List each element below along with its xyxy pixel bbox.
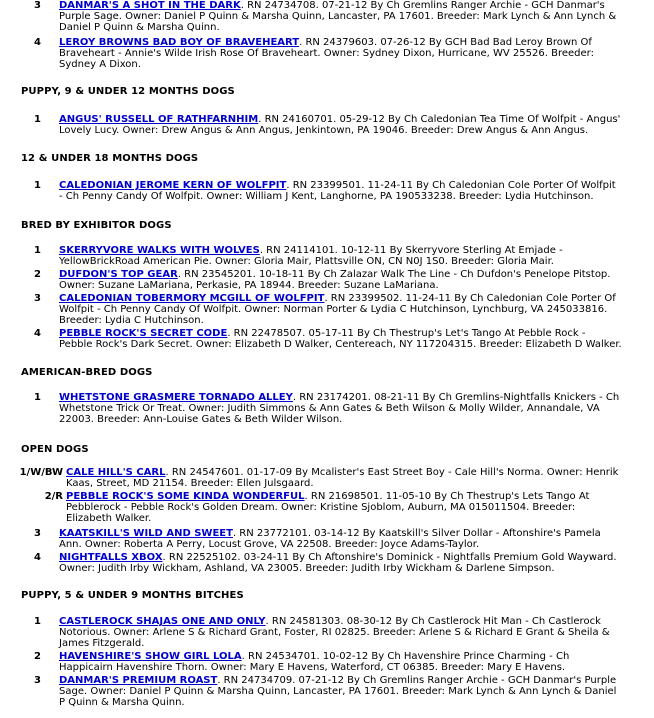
entry-text	[66, 467, 622, 489]
entry-text	[59, 0, 622, 33]
dog-name-link[interactable]: WHETSTONE GRASMERE TORNADO ALLEY	[59, 392, 293, 403]
class-heading: BRED BY EXHIBITOR DOGS	[21, 220, 172, 231]
dog-name-link[interactable]: SKERRYVORE WALKS WITH WOLVES	[59, 245, 260, 256]
dog-name-link[interactable]: CALE HILL'S CARL	[66, 467, 166, 478]
entry-details: . RN 24581303. 08-30-12 By Ch Castlerock Hit Man - Ch Castlerock Notorious. Owner: Arlene S & Richard Grant, Foster, RI 02825. Breeder: Arlene S & Richard E Grant & Sheila & James Fitzgerald.	[59, 616, 610, 649]
class-heading: AMERICAN-BRED DOGS	[21, 367, 153, 378]
entry-place: 2	[34, 269, 41, 280]
entry-place: 3	[34, 675, 41, 686]
entry-text	[59, 180, 622, 202]
entry-details: . RN 24160701. 05-29-12 By Ch Caledonian Tea Time Of Wolfpit - Angus' Lovely Lucy. Owner: Drew Angus & Ann Angus, Jenkintown, PA 19046. Breeder: Drew Angus & Ann Angus.	[59, 114, 621, 136]
entry-details: . RN 21698501. 11-05-10 By Ch Thestrup's Lets Tango At Pebblerock - Pebble Rock's Golden Dream. Owner: Kristine Sjoblom, Auburn, MA 015011504. Breeder: Elizabeth Walker.	[66, 491, 590, 524]
dog-name-link[interactable]: CALEDONIAN JEROME KERN OF WOLFPIT	[59, 180, 287, 191]
entry-details: . RN 24547601. 01-17-09 By Mcalister's East Street Boy - Cale Hill's Norma. Owner: Henrik Kaas, Street, MD 21154. Breeder: Ellen Julsgaard.	[66, 467, 619, 489]
entry-details: . RN 23399502. 11-24-11 By Ch Caledonian Cole Porter Of Wolfpit - Ch Penny Candy Of Wolfpit. Owner: Norman Porter & Lydia C Hutchinson, Lynchburg, VA 245033816. Breeder: Lydia C Hutchinson.	[59, 293, 616, 326]
entry-place: 3	[34, 528, 41, 539]
entry-text	[59, 37, 622, 70]
dog-name-link[interactable]: HAVENSHIRE'S SHOW GIRL LOLA	[59, 651, 242, 662]
entry-place: 1	[34, 180, 41, 191]
entry-text	[59, 528, 622, 550]
entry-details: . RN 23399501. 11-24-11 By Ch Caledonian Cole Porter Of Wolfpit - Ch Penny Candy Of Wolfpit. Owner: William J Kent, Langhorne, PA 190533238. Breeder: Lydia Hutchinson.	[59, 180, 616, 202]
entry-place: 1	[34, 616, 41, 627]
entry-text	[59, 675, 622, 708]
entry-place: 3	[34, 0, 41, 11]
entry-place: 1	[34, 392, 41, 403]
dog-name-link[interactable]: CALEDONIAN TOBERMORY MCGILL OF WOLFPIT	[59, 293, 325, 304]
dog-name-link[interactable]: LEROY BROWNS BAD BOY OF BRAVEHEART	[59, 37, 300, 48]
entry-place: 3	[34, 293, 41, 304]
entry-text	[59, 392, 622, 425]
entry-text	[59, 552, 622, 574]
dog-name-link[interactable]: PEBBLE ROCK'S SECRET CODE	[59, 328, 228, 339]
entry-place: 4	[34, 328, 41, 339]
dog-name-link[interactable]: DUFDON'S TOP GEAR	[59, 269, 178, 280]
entry-text	[59, 616, 622, 649]
entry-text	[59, 293, 622, 326]
entry-details: . RN 23174201. 08-21-11 By Ch Gremlins-Nightfalls Knickers - Ch Whetstone Trick Or Treat. Owner: Judith Simmons & Ann Gates & Beth Wilson & Molly Wilder, Annandale, VA 22003. Breeder: Ann-Louise Gates & Beth Wilder Wilson.	[59, 392, 620, 425]
dog-name-link[interactable]: ANGUS' RUSSELL OF RATHFARNHIM	[59, 114, 259, 125]
dog-name-link[interactable]: DANMAR'S A SHOT IN THE DARK	[59, 0, 241, 11]
entry-place: 1	[34, 245, 41, 256]
entry-place: 2	[34, 651, 41, 662]
entry-place: 4	[34, 552, 41, 563]
entry-details: . RN 24379603. 07-26-12 By GCH Bad Bad Leroy Brown Of Braveheart - Annie's Wilde Irish Rose Of Braveheart. Owner: Sydney Dixon, Hurricane, WV 25526. Breeder: Sydney A Dixon.	[59, 37, 594, 70]
dog-name-link[interactable]: CASTLEROCK SHAJAS ONE AND ONLY	[59, 616, 266, 627]
entry-details: . RN 22478507. 05-17-11 By Ch Thestrup's Let's Tango At Pebble Rock - Pebble Rock's Dark Secret. Owner: Elizabeth D Walker, Centereach, NY 117204315. Breeder: Elizabeth D Walker.	[59, 328, 622, 350]
entry-text	[59, 651, 622, 673]
entry-details: . RN 24734708. 07-21-12 By Ch Gremlins Ranger Archie - GCH Danmar's Purple Sage. Owner: Daniel P Quinn & Marsha Quinn, Lancaster, PA 17601. Breeder: Mark Lynch & Ann Lynch & Daniel P Quinn & Marsha Quinn.	[59, 0, 617, 33]
dog-name-link[interactable]: KAATSKILL'S WILD AND SWEET	[59, 528, 233, 539]
class-heading: OPEN DOGS	[21, 444, 89, 455]
entry-text	[59, 245, 622, 267]
class-heading: PUPPY, 5 & UNDER 9 MONTHS BITCHES	[21, 590, 244, 601]
class-heading: 12 & UNDER 18 MONTHS DOGS	[21, 153, 199, 164]
entry-place: 1/W/BW	[19, 467, 63, 478]
entry-text	[59, 114, 622, 136]
entry-details: . RN 24114101. 10-12-11 By Skerryvore Sterling At Emjade - YellowBrickRoad American Pie. Owner: Gloria Mair, Plattsville ON, CN N0J 1S0. Breeder: Gloria Mair.	[59, 245, 563, 267]
entry-place: 4	[34, 37, 41, 48]
dog-name-link[interactable]: PEBBLE ROCK'S SOME KINDA WONDERFUL	[66, 491, 305, 502]
entry-place: 2/R	[44, 491, 63, 502]
entry-details: . RN 24534701. 10-02-12 By Ch Havenshire Prince Charming - Ch Happicairn Havenshire Thorn. Owner: Mary E Havens, Waterford, CT 06385. Breeder: Mary E Havens.	[59, 651, 570, 673]
dog-name-link[interactable]: NIGHTFALLS XBOX	[59, 552, 163, 563]
entry-text	[59, 269, 622, 291]
entry-details: . RN 24734709. 07-21-12 By Ch Gremlins Ranger Archie - GCH Danmar's Purple Sage. Owner: Daniel P Quinn & Marsha Quinn, Lancaster, PA 17601. Breeder: Mark Lynch & Ann Lynch & Daniel P Quinn & Marsha Quinn.	[59, 675, 617, 708]
class-heading: PUPPY, 9 & UNDER 12 MONTHS DOGS	[21, 86, 235, 97]
entry-place: 1	[34, 114, 41, 125]
entry-text	[59, 328, 622, 350]
entry-text	[66, 491, 622, 524]
dog-name-link[interactable]: DANMAR'S PREMIUM ROAST	[59, 675, 218, 686]
entry-details: . RN 23545201. 10-18-11 By Ch Zalazar Walk The Line - Ch Dufdon's Penelope Pitstop. Owner: Suzane LaMariana, Perkasie, PA 18944. Breeder: Suzane LaMariana.	[59, 269, 611, 291]
entry-details: . RN 22525102. 03-24-11 By Ch Aftonshire's Dominick - Nightfalls Premium Gold Wayward. Owner: Judith Irby Wickham, Ashland, VA 23005. Breeder: Judith Irby Wickham & Darlene Simpson.	[59, 552, 617, 574]
entry-details: . RN 23772101. 03-14-12 By Kaatskill's Silver Dollar - Aftonshire's Pamela Ann. Owner: Roberta A Perry, Locust Grove, VA 22508. Breeder: Joyce Adams-Taylor.	[59, 528, 601, 550]
